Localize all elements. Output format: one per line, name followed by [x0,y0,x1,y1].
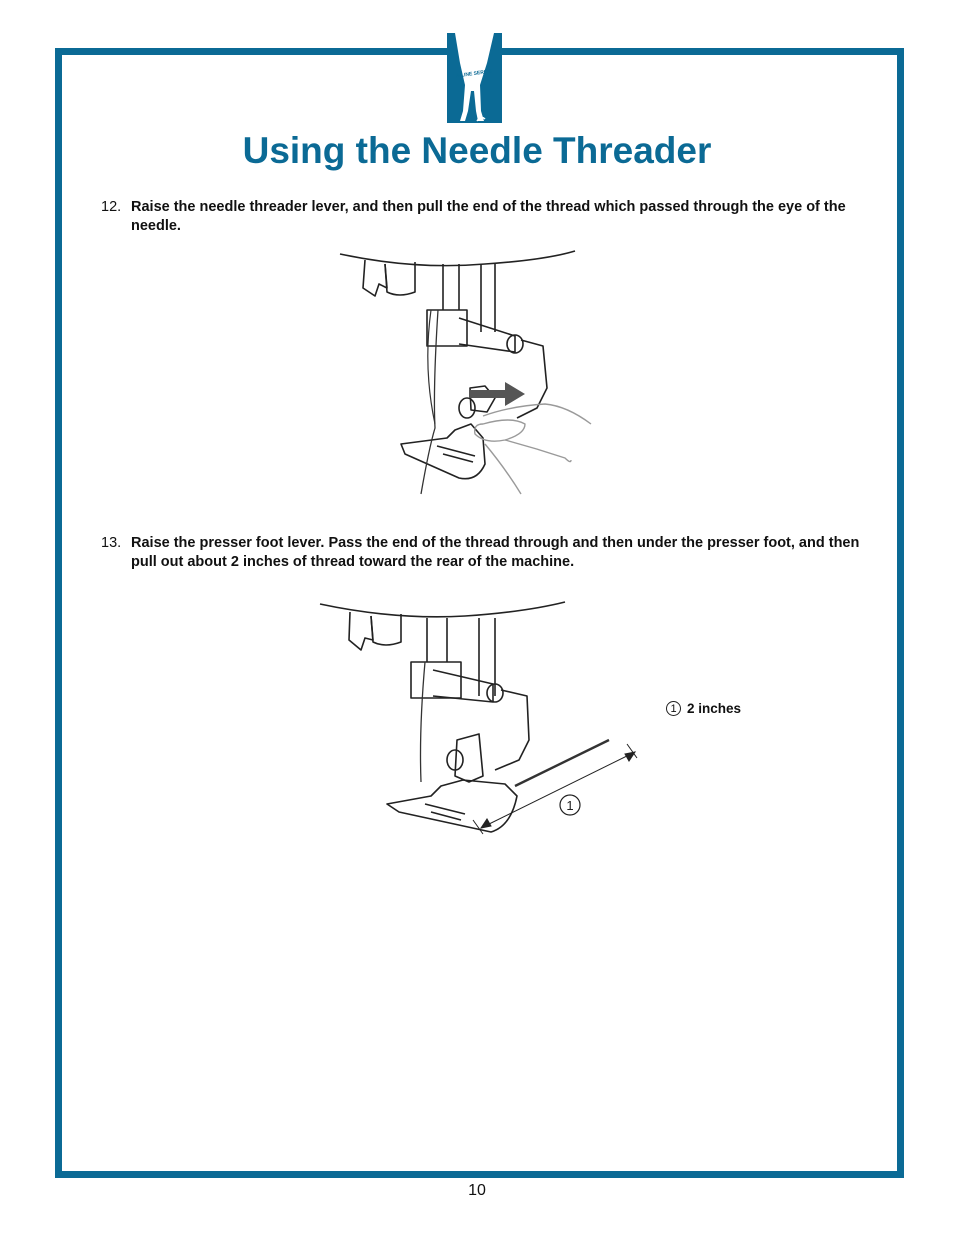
presser-foot-illustration [315,600,645,840]
logo-text: A-LINE SERIES [455,68,493,80]
step-13 [101,534,861,571]
step-text: Raise the needle threader lever, and then pull the end of the thread which passed through the eye of the needle. [131,199,846,234]
page-title: Using the Needle Threader [242,130,712,171]
callout-legend [666,701,741,716]
step-text: Raise the presser foot lever. Pass the end of the thread through and then under the presser foot, and then pull out about 2 inches of thread toward the rear of the machine. [131,535,860,570]
needle-threader-illustration [335,248,600,498]
step-12 [101,198,861,235]
callout-legend-label: 2 inches [687,701,742,716]
callout-legend-marker: 1 [666,701,681,716]
legs-logo-icon [447,33,502,123]
page-number: 10 [468,1182,486,1199]
series-logo [447,33,502,123]
step-number: 12. [101,199,122,215]
step-number: 13. [101,535,122,551]
callout-marker-number: 1 [566,798,574,813]
